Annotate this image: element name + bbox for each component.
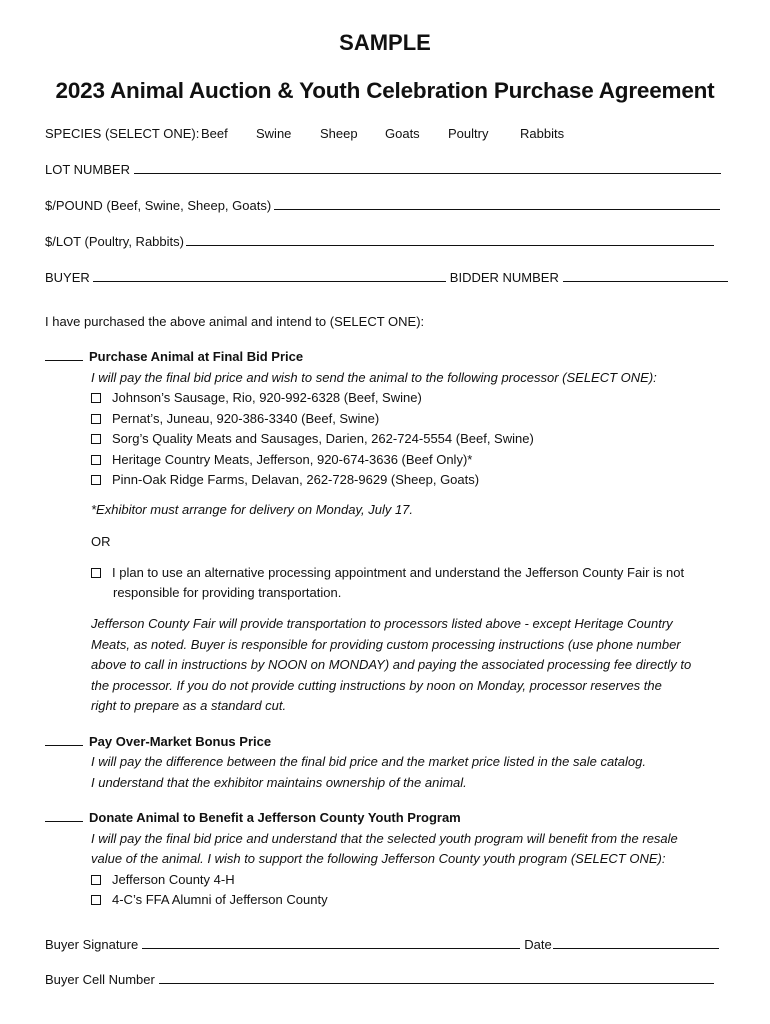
program-label: 4-C’s FFA Alumni of Jefferson County xyxy=(112,892,328,907)
processor-item xyxy=(91,472,479,487)
processor-label: Heritage Country Meats, Jefferson, 920-674-3636 (Beef Only)* xyxy=(112,452,473,467)
buyer-signature-label: Buyer Signature xyxy=(45,937,139,952)
program-item xyxy=(91,892,328,907)
option-bonus-heading: Pay Over-Market Bonus Price xyxy=(89,734,272,749)
checkbox[interactable] xyxy=(91,895,101,905)
processor-item xyxy=(91,431,534,446)
page-title: 2023 Animal Auction & Youth Celebration Purchase Agreement xyxy=(55,78,715,103)
bidder-number-field[interactable] xyxy=(563,270,728,282)
price-per-lot-row xyxy=(45,234,714,249)
cell-row xyxy=(45,972,714,987)
species-option-rabbits[interactable]: Rabbits xyxy=(520,126,565,141)
option-purchase-heading: Purchase Animal at Final Bid Price xyxy=(89,349,304,364)
option-bonus-desc: I understand that the exhibitor maintains ownership of the animal. xyxy=(91,775,467,790)
transport-text-line: the processor. If you do not provide cutting instructions by noon on Monday, processor reserves the xyxy=(91,678,662,693)
option-purchase-row xyxy=(45,349,303,364)
checkbox[interactable] xyxy=(91,393,101,403)
checkbox[interactable] xyxy=(91,875,101,885)
processor-item xyxy=(91,390,422,405)
lot-number-field[interactable] xyxy=(134,162,721,174)
option-donate-desc: I will pay the final bid price and understand that the selected youth program will benefit from the resale xyxy=(91,831,678,846)
option-purchase-desc: I will pay the final bid price and wish to send the animal to the following processor (SELECT ONE): xyxy=(91,370,657,385)
price-per-pound-row xyxy=(45,198,720,213)
option-purchase-blank[interactable] xyxy=(45,351,83,361)
transport-text-line: Jefferson County Fair will provide transportation to processors listed above - except Heritage Country xyxy=(91,616,673,631)
transport-text-line: Meats, as noted. Buyer is responsible for providing custom processing instructions (use phone number xyxy=(91,637,681,652)
species-option-swine[interactable]: Swine xyxy=(256,126,292,141)
program-label: Jefferson County 4-H xyxy=(112,872,235,887)
option-bonus-blank[interactable] xyxy=(45,736,83,746)
or-separator: OR xyxy=(91,534,111,549)
option-donate-row xyxy=(45,810,461,825)
option-bonus-desc: I will pay the difference between the final bid price and the market price listed in the sale catalog. xyxy=(91,754,646,769)
delivery-note: *Exhibitor must arrange for delivery on Monday, July 17. xyxy=(91,502,414,517)
signature-row xyxy=(45,937,719,952)
transport-text-line: above to call in instructions by NOON on MONDAY) and paying the associated processing fee directly to xyxy=(91,657,692,672)
program-item xyxy=(91,872,235,887)
processor-label: Sorg’s Quality Meats and Sausages, Darien, 262-724-5554 (Beef, Swine) xyxy=(112,431,534,446)
price-per-lot-field[interactable] xyxy=(186,234,714,246)
processor-item xyxy=(91,452,472,467)
checkbox[interactable] xyxy=(91,434,101,444)
processor-label: Pernat’s, Juneau, 920-386-3340 (Beef, Swine) xyxy=(112,411,380,426)
transport-text-line: right to prepare as a standard cut. xyxy=(91,698,287,713)
option-bonus-row xyxy=(45,734,271,749)
checkbox[interactable] xyxy=(91,475,101,485)
processor-label: Pinn-Oak Ridge Farms, Delavan, 262-728-9629 (Sheep, Goats) xyxy=(112,472,480,487)
species-option-beef[interactable]: Beef xyxy=(201,126,228,141)
checkbox[interactable] xyxy=(91,455,101,465)
price-per-pound-label: $/POUND (Beef, Swine, Sheep, Goats) xyxy=(45,198,272,213)
processor-item xyxy=(91,411,379,426)
species-label: SPECIES (SELECT ONE): xyxy=(45,126,200,141)
date-label: Date xyxy=(524,937,552,952)
alt-processing-item xyxy=(91,565,684,580)
sample-title: SAMPLE xyxy=(339,30,431,55)
price-per-pound-field[interactable] xyxy=(274,198,720,210)
species-option-poultry[interactable]: Poultry xyxy=(448,126,489,141)
price-per-lot-label: $/LOT (Poultry, Rabbits) xyxy=(45,234,184,249)
buyer-signature-field[interactable] xyxy=(142,937,520,949)
lot-number-row xyxy=(45,162,721,177)
checkbox[interactable] xyxy=(91,568,101,578)
species-option-goats[interactable]: Goats xyxy=(385,126,420,141)
processor-label: Johnson’s Sausage, Rio, 920-992-6328 (Beef, Swine) xyxy=(112,390,422,405)
option-donate-blank[interactable] xyxy=(45,812,83,822)
buyer-field[interactable] xyxy=(93,270,446,282)
species-option-sheep[interactable]: Sheep xyxy=(320,126,358,141)
option-donate-desc: value of the animal. I wish to support the following Jefferson County youth program (SELECT ONE): xyxy=(91,851,666,866)
option-donate-heading: Donate Animal to Benefit a Jefferson County Youth Program xyxy=(89,810,461,825)
buyer-cell-field[interactable] xyxy=(159,972,714,984)
buyer-row xyxy=(45,270,728,285)
date-field[interactable] xyxy=(553,937,719,949)
buyer-label: BUYER xyxy=(45,270,90,285)
lot-number-label: LOT NUMBER xyxy=(45,162,130,177)
buyer-cell-label: Buyer Cell Number xyxy=(45,972,155,987)
alt-processing-label-line1: I plan to use an alternative processing appointment and understand the Jefferson County Fair is not xyxy=(112,565,685,580)
intro-text: I have purchased the above animal and intend to (SELECT ONE): xyxy=(45,314,425,329)
alt-processing-label-line2: responsible for providing transportation. xyxy=(113,585,342,600)
bidder-number-label: BIDDER NUMBER xyxy=(449,270,559,285)
checkbox[interactable] xyxy=(91,414,101,424)
